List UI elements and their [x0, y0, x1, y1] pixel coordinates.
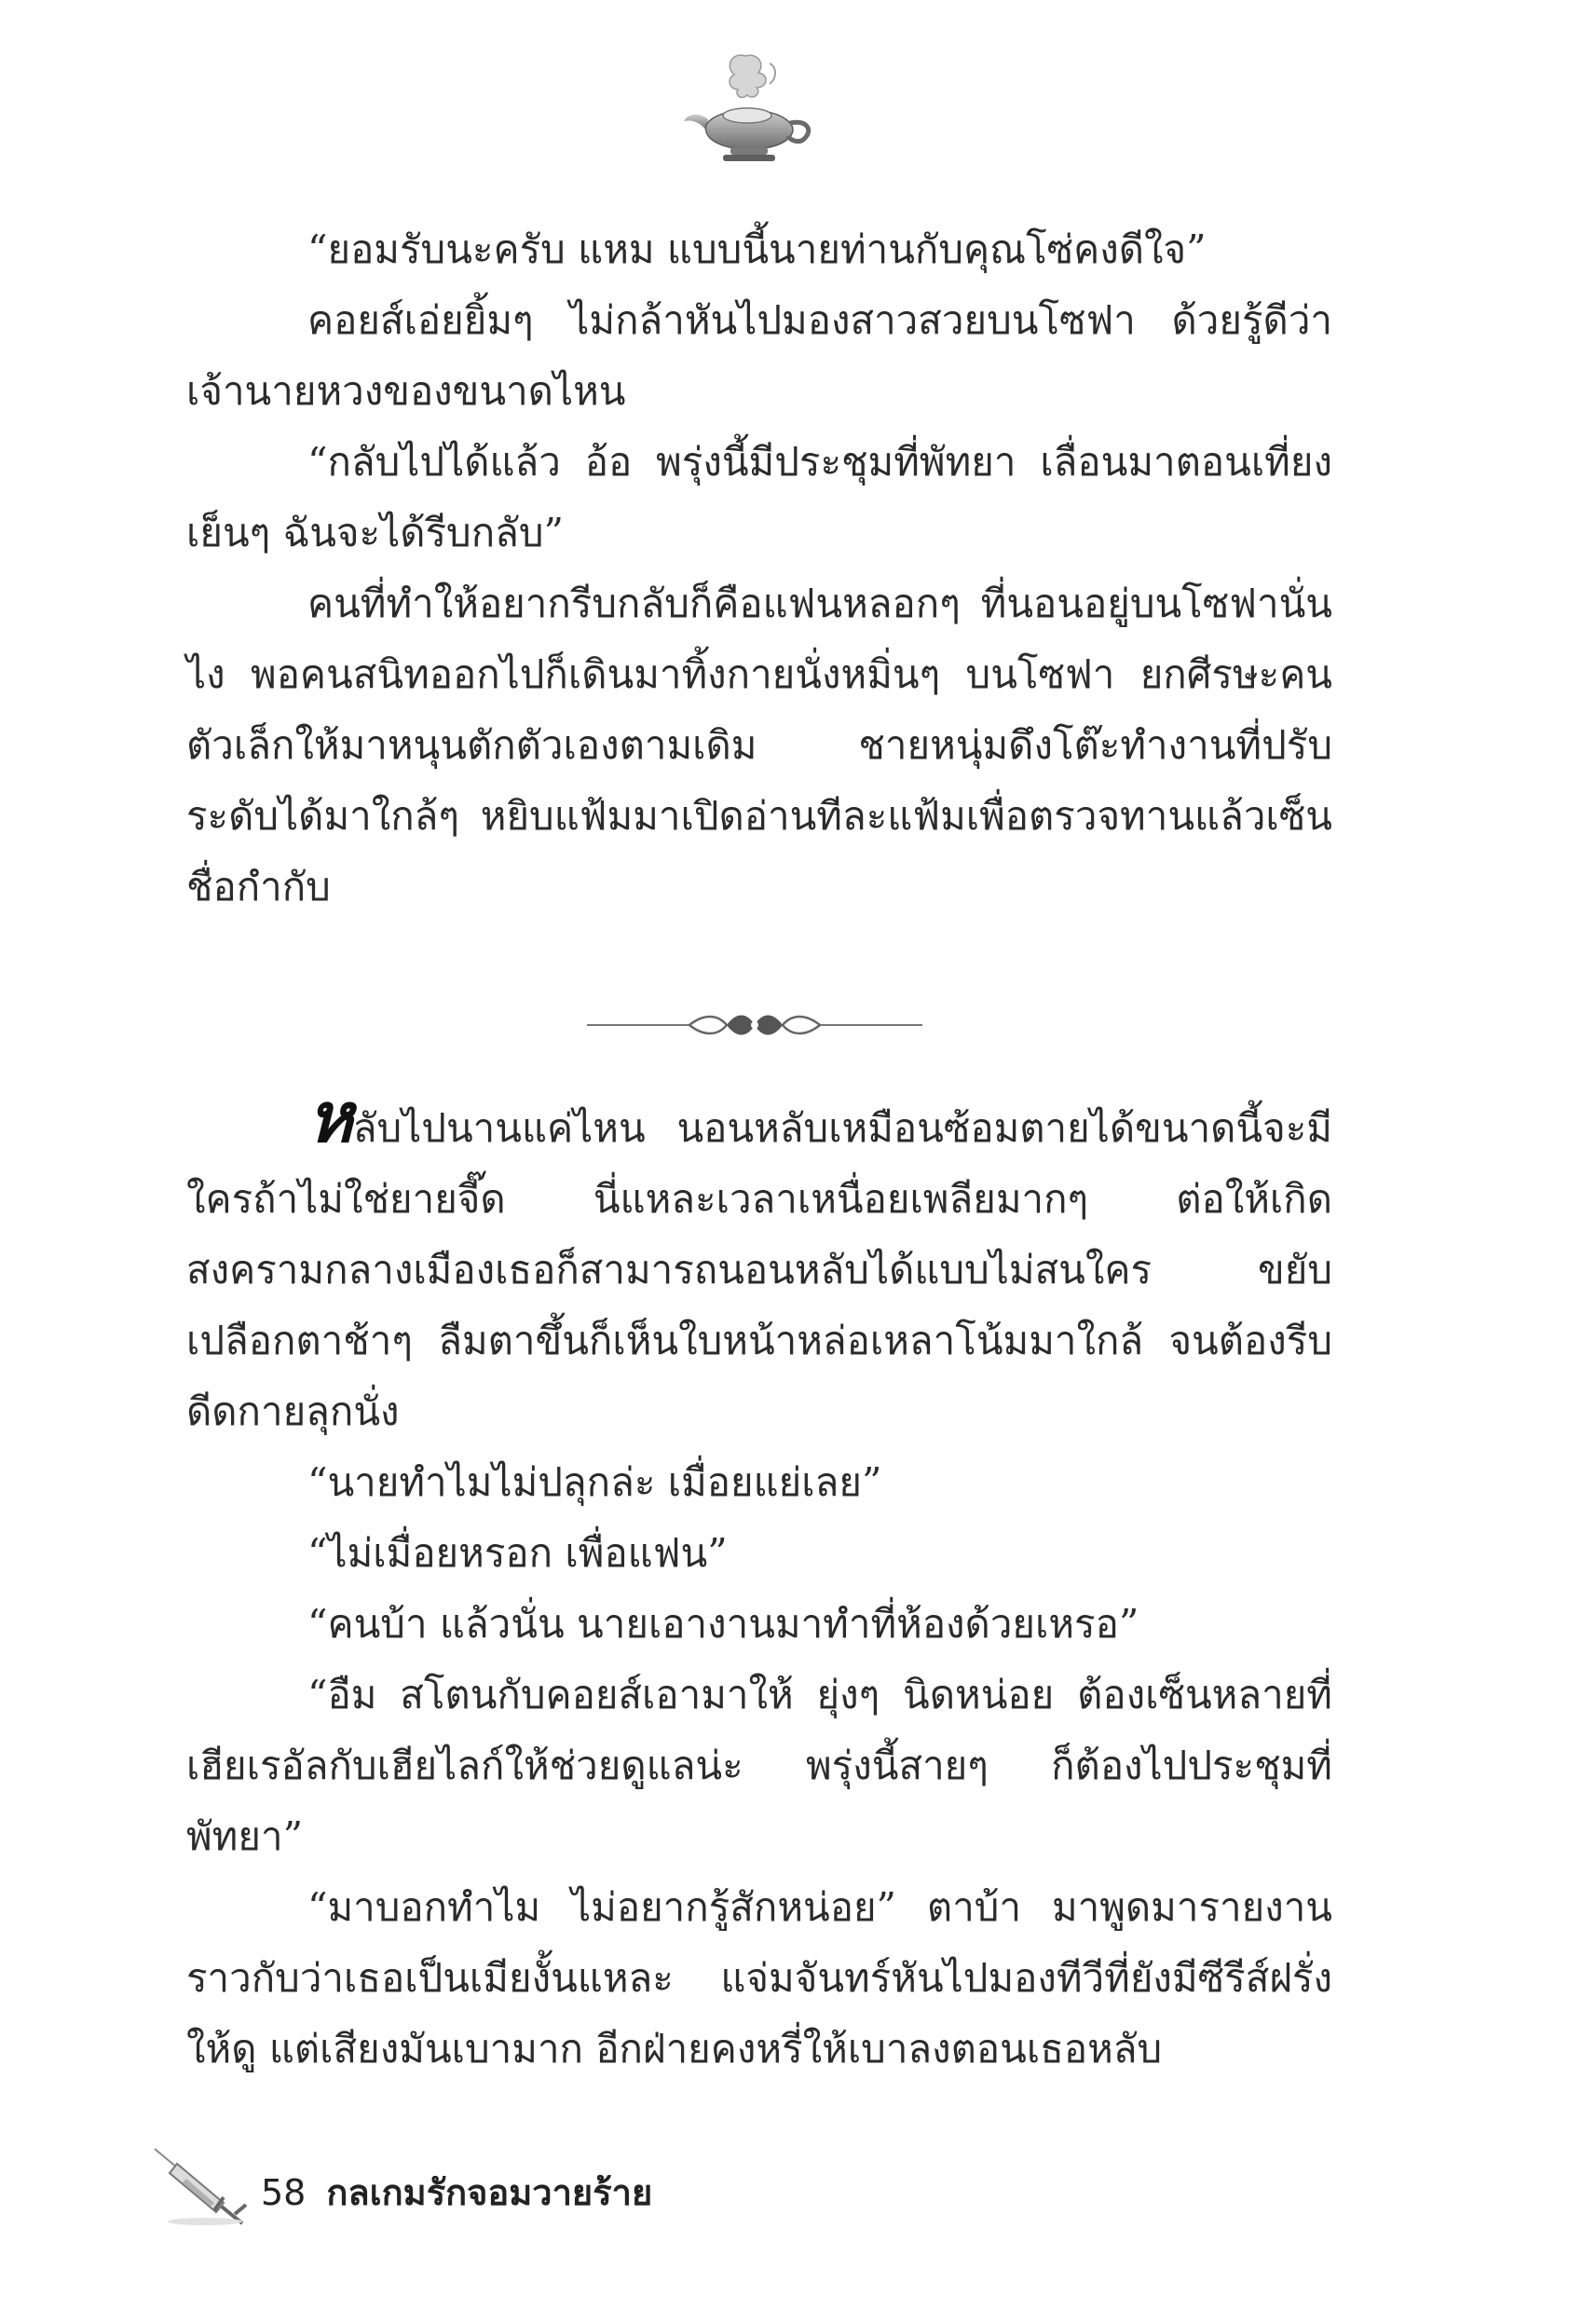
paragraph: “คนบ้า แล้วนั่น นายเอางานมาทำที่ห้องด้วยเหรอ”: [307, 1601, 1139, 1647]
ornamental-divider-icon: [587, 1006, 922, 1044]
section-1: [186, 214, 1332, 923]
footer-text: [261, 2164, 652, 2221]
drop-cap: ห: [307, 1078, 353, 1158]
paragraph: “กลับไปได้แล้ว อ้อ พรุ่งนี้มีประชุมที่พัทยา เลื่อนมาตอนเที่ยงเย็นๆ ฉันจะได้รีบกลับ”: [186, 439, 1332, 555]
page-footer: [149, 2143, 708, 2227]
paragraph: “ไม่เมื่อยหรอก เพื่อแฟน”: [307, 1530, 728, 1576]
syringe-icon: [149, 2143, 252, 2227]
paragraph: “ยอมรับนะครับ แหม แบบนี้นายท่านกับคุณโซ่คงดีใจ”: [307, 226, 1207, 272]
paragraph: [186, 1078, 1332, 1447]
paragraph: คอยส์เอ่ยยิ้มๆ ไม่กล้าหันไปมองสาวสวยบนโซฟา ด้วยรู้ดีว่าเจ้านายหวงของขนาดไหน: [186, 297, 1332, 414]
book-title: กลเกมรักจอมวายร้าย: [326, 2172, 653, 2213]
page-number: 58: [261, 2172, 307, 2213]
paragraph-text: ลับไปนานแค่ไหน นอนหลับเหมือนซ้อมตายได้ขนาดนี้จะมีใครถ้าไม่ใช่ยายจี๊ด นี่แหละเวลาเหนื่อยเพลียมากๆ ต่อให้เกิดสงครามกลางเมืองเธอก็สามารถนอนหลับได้แบบไม่สนใคร ขยับเปลือกตาช้าๆ ลืมตาขึ้นก็เห็นใบหน้าหล่อเหลาโน้มมาใกล้ จนต้องรีบดีดกายลุกนั่ง: [186, 1105, 1332, 1434]
paragraph: “นายทำไมไม่ปลุกล่ะ เมื่อยแย่เลย”: [307, 1459, 882, 1505]
section-2: [186, 1078, 1332, 2085]
paragraph: “อืม สโตนกับคอยส์เอามาให้ ยุ่งๆ นิดหน่อย ต้องเซ็นหลายที่เฮียเรอัลกับเฮียไลก์ให้ช่วยดูแลน่ะ พรุ่งนี้สายๆ ก็ต้องไปประชุมที่พัทยา”: [186, 1672, 1332, 1859]
genie-lamp-icon: [680, 47, 820, 168]
paragraph: “มาบอกทำไม ไม่อยากรู้สักหน่อย” ตาบ้า มาพูดมารายงานราวกับว่าเธอเป็นเมียงั้นแหละ แจ่มจันทร์หันไปมองทีวีที่ยังมีซีรีส์ฝรั่งให้ดู แต่เสียงมันเบามาก อีกฝ่ายคงหรี่ให้เบาลงตอนเธอหลับ: [186, 1884, 1332, 2072]
paragraph: คนที่ทำให้อยากรีบกลับก็คือแฟนหลอกๆ ที่นอนอยู่บนโซฟานั่นไง พอคนสนิทออกไปก็เดินมาทิ้งกายนั่งหมิ่นๆ บนโซฟา ยกศีรษะคนตัวเล็กให้มาหนุนตักตัวเองตามเดิม ชายหนุ่มดึงโต๊ะทำงานที่ปรับระดับได้มาใกล้ๆ หยิบแฟ้มมาเปิดอ่านทีละแฟ้มเพื่อตรวจทานแล้วเซ็นชื่อกำกับ: [186, 581, 1332, 909]
